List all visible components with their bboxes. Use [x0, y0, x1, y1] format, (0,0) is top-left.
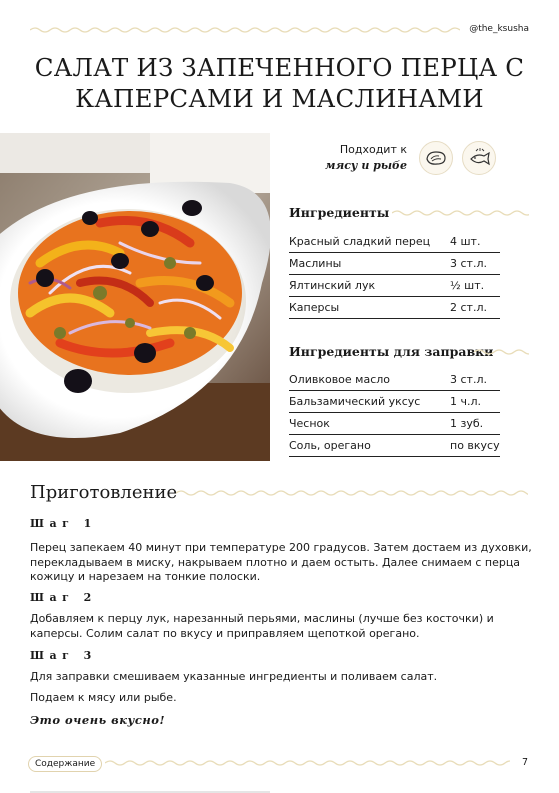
closing-text: Это очень вкусно!: [30, 713, 165, 727]
dressing-name: Соль, орегано: [289, 439, 371, 452]
ingredient-row: [289, 254, 500, 275]
dressing-name: Оливковое масло: [289, 373, 391, 386]
dressing-qty: 1 ч.л.: [450, 395, 482, 408]
ingredients-title: Ингредиенты: [289, 205, 390, 220]
ingredient-qty: 3 ст.л.: [450, 257, 487, 270]
ingredient-name: Ялтинский лук: [289, 279, 376, 292]
step-3-label: Шаг 3: [30, 649, 97, 662]
step-1-text: Перец запекаем 40 минут при температуре 200 градусов. Затем достаем из духовки, перекладываем в миску, накрываем плотно и даем остыть. Далее снимаем с перца кожицу и нарезаем на тонкие полоски.: [30, 541, 532, 583]
step-1-label: Шаг 1: [30, 517, 97, 530]
salad-photo: [0, 133, 270, 461]
decorative-wave: [30, 26, 460, 34]
ingredient-row: [289, 276, 500, 297]
dressing-row: [289, 414, 500, 435]
author-handle: @the_ksusha: [469, 24, 529, 34]
ingredient-qty: 2 ст.л.: [450, 301, 487, 314]
ingredient-qty: ½ шт.: [450, 279, 485, 292]
decorative-wave: [105, 759, 510, 767]
dressing-qty: 3 ст.л.: [450, 373, 487, 386]
title-line-2: КАПЕРСАМИ И МАСЛИНАМИ: [75, 84, 484, 113]
fish-icon: [462, 141, 496, 175]
dressing-row: [289, 392, 500, 413]
step-2-label: Шаг 2: [30, 591, 97, 604]
ingredient-name: Маслины: [289, 257, 342, 270]
page-title: [0, 52, 559, 114]
dressing-row: [289, 370, 500, 391]
ingredient-name: Каперсы: [289, 301, 340, 314]
suitable-for: [325, 142, 407, 174]
ingredient-qty: 4 шт.: [450, 235, 481, 248]
meat-icon: [419, 141, 453, 175]
suitable-label: Подходит к: [339, 143, 407, 156]
ingredient-row: [289, 232, 500, 253]
decorative-wave: [474, 348, 529, 356]
decorative-wave: [392, 209, 529, 217]
ingredient-row: [289, 298, 500, 319]
serve-text: Подаем к мясу или рыбе.: [30, 691, 177, 704]
ingredient-name: Красный сладкий перец: [289, 235, 431, 248]
dressing-name: Бальзамический уксус: [289, 395, 421, 408]
decorative-wave: [176, 489, 528, 497]
preparation-title: Приготовление: [30, 482, 178, 503]
step-3-text: Для заправки смешиваем указанные ингредиенты и поливаем салат.: [30, 670, 438, 683]
contents-link[interactable]: Содержание: [28, 756, 102, 772]
dressing-qty: 1 зуб.: [450, 417, 484, 430]
dressing-title: Ингредиенты для заправки: [289, 344, 494, 359]
title-line-1: САЛАТ ИЗ ЗАПЕЧЕННОГО ПЕРЦА С: [34, 53, 525, 82]
suitable-value: мясу и рыбе: [325, 159, 407, 172]
step-2-text: Добавляем к перцу лук, нарезанный перьями, маслины (лучше без косточки) и каперсы. Солим салат по вкусу и приправляем щепоткой орегано.: [30, 612, 494, 640]
dressing-name: Чеснок: [289, 417, 330, 430]
page-number: 7: [521, 757, 528, 768]
dressing-row: [289, 436, 500, 457]
dressing-qty: по вкусу: [450, 439, 500, 452]
